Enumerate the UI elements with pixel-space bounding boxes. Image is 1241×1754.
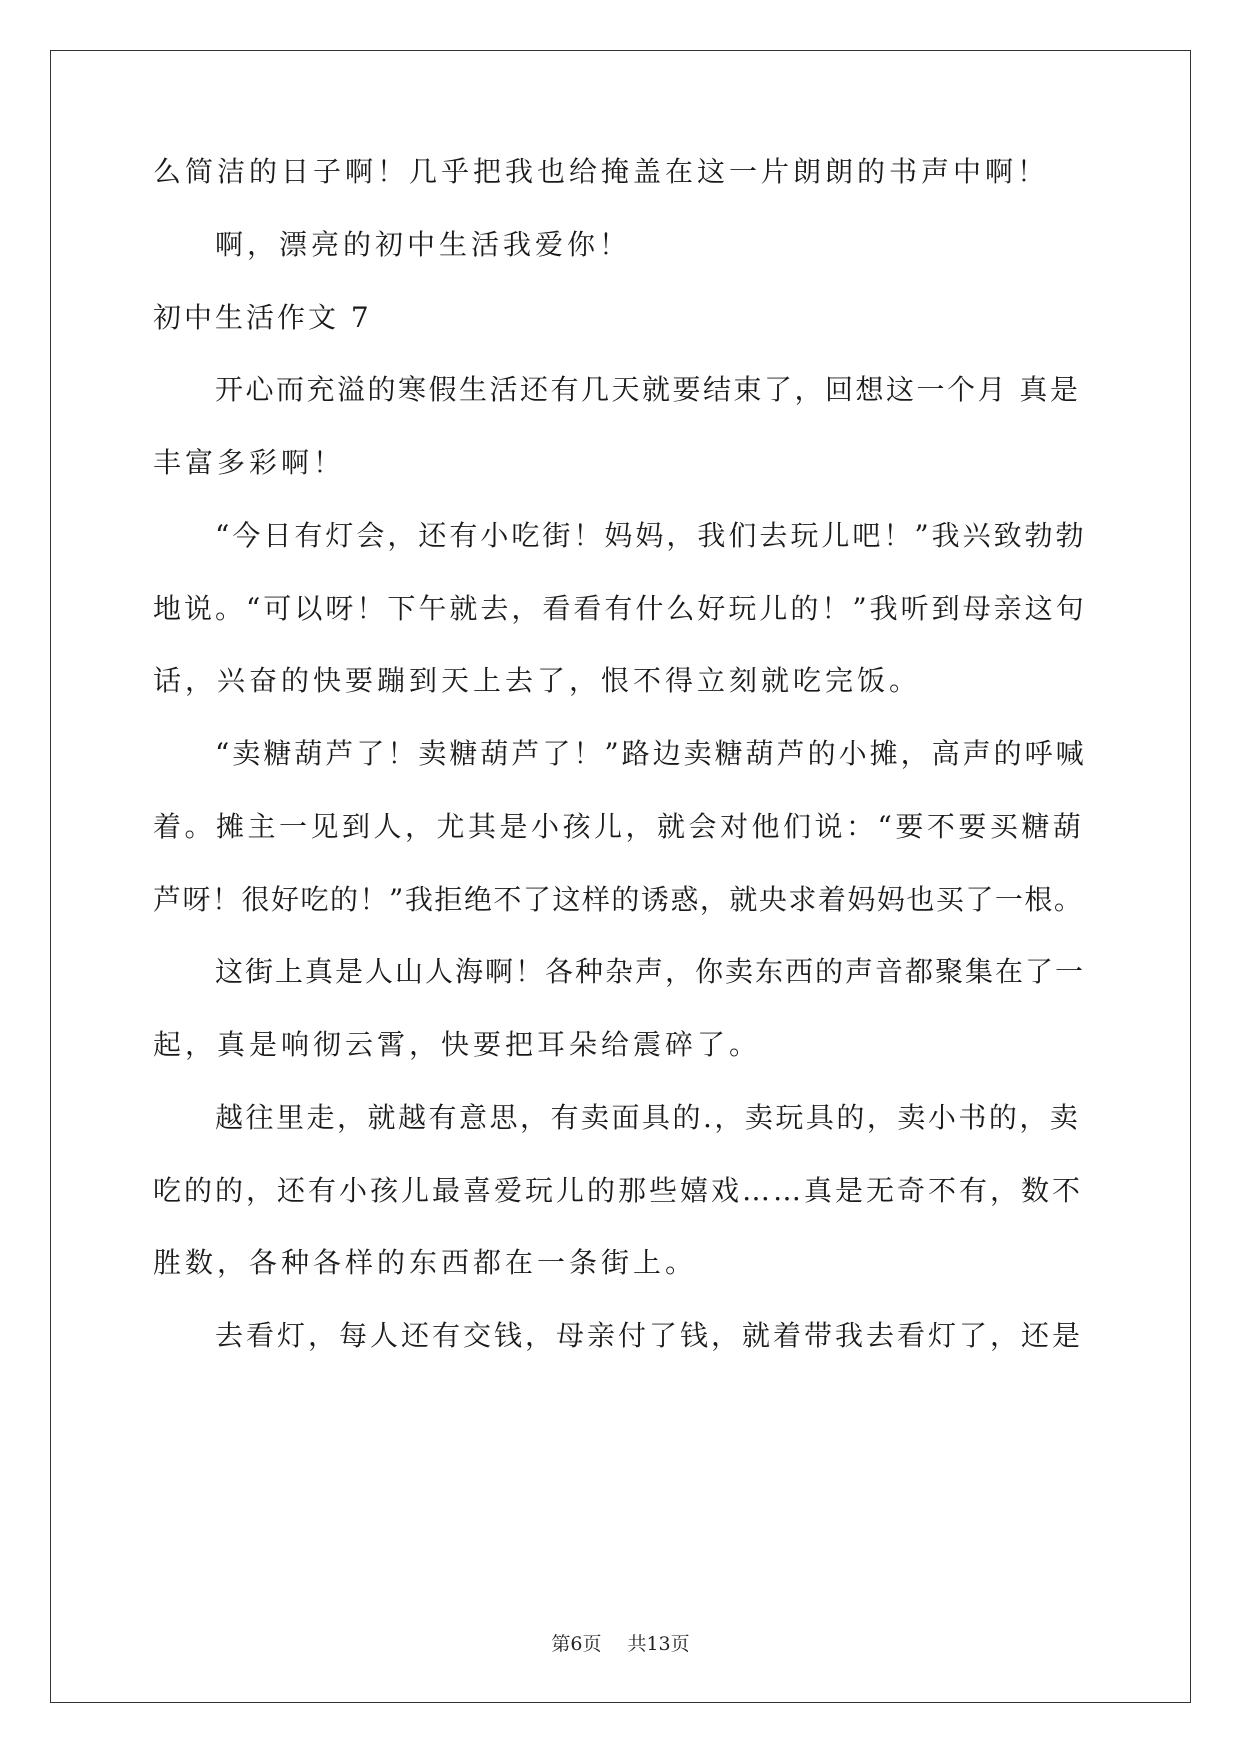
text-line-7: 地说。“可以呀！下午就去，看看有什么好玩儿的！”我听到母亲这句 [153, 592, 1087, 625]
text-line-17: 去看灯，每人还有交钱，母亲付了钱，就着带我去看灯了，还是 [215, 1319, 1084, 1352]
text-line-5: 丰富多彩啊！ [153, 446, 346, 479]
text-line-12: 这街上真是人山人海啊！各种杂声，你卖东西的声音都聚集在了一 [215, 955, 1086, 988]
text-line-4: 开心而充溢的寒假生活还有几天就要结束了，回想这一个月 真是 [215, 373, 1081, 406]
text-line-11: 芦呀！很好吃的！”我拒绝不了这样的诱惑，就央求着妈妈也买了一根。 [153, 883, 1084, 916]
text-line-9: “卖糖葫芦了！卖糖葫芦了！”路边卖糖葫芦的小摊，高声的呼喊 [215, 737, 1087, 770]
page-number: 第6页 [551, 1633, 602, 1655]
text-line-2: 啊，漂亮的初中生活我爱你！ [215, 228, 632, 261]
page-total: 共13页 [627, 1633, 690, 1655]
text-line-6: “今日有灯会，还有小吃街！妈妈，我们去玩儿吧！”我兴致勃勃 [215, 519, 1087, 552]
text-line-8: 话，兴奋的快要蹦到天上去了，恨不得立刻就吃完饭。 [153, 664, 922, 697]
text-line-13: 起，真是响彻云霄，快要把耳朵给震碎了。 [153, 1028, 762, 1061]
text-line-15: 吃的的，还有小孩儿最喜爱玩儿的那些嬉戏……真是无奇不有，数不 [153, 1174, 1084, 1207]
text-line-1: 么简洁的日子啊！几乎把我也给掩盖在这一片朗朗的书声中啊！ [153, 155, 1050, 188]
text-line-14: 越往里走，就越有意思，有卖面具的.，卖玩具的，卖小书的，卖 [215, 1101, 1081, 1134]
text-line-16: 胜数，各种各样的东西都在一条街上。 [153, 1246, 698, 1279]
page-footer [0, 1632, 1241, 1656]
section-heading: 初中生活作文 7 [153, 301, 372, 334]
text-line-10: 着。摊主一见到人，尤其是小孩儿，就会对他们说：“要不要买糖葫 [153, 810, 1085, 843]
